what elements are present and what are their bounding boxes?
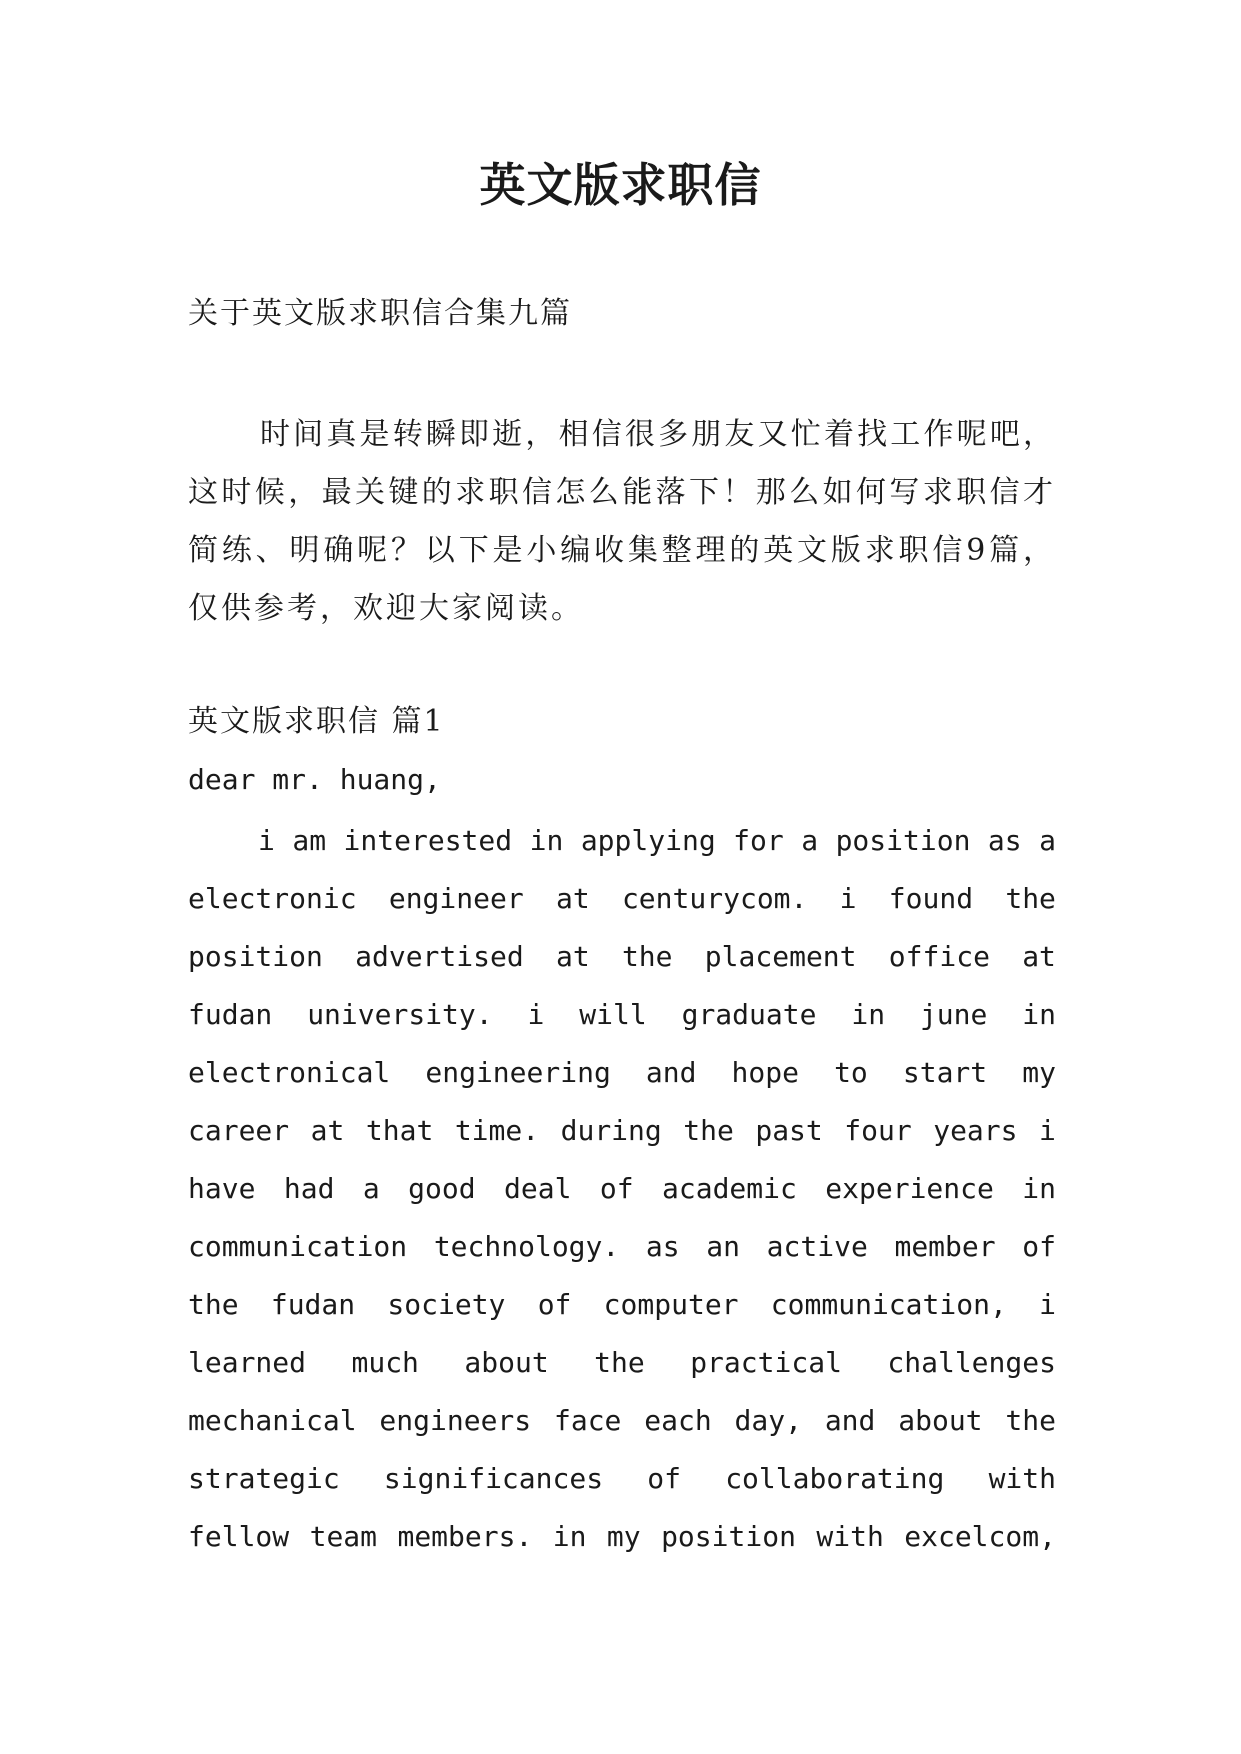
letter-word: learned xyxy=(188,1346,307,1379)
letter-word: practical xyxy=(690,1346,842,1379)
letter-word: have xyxy=(188,1172,256,1205)
letter-word: in xyxy=(529,824,564,857)
letter-word: at xyxy=(310,1114,345,1147)
letter-body-line xyxy=(188,1334,1056,1392)
letter-word: interested xyxy=(343,824,513,857)
letter-word: at xyxy=(555,882,590,915)
letter-word: i xyxy=(1039,1114,1056,1147)
letter-word: of xyxy=(1022,1230,1056,1263)
letter-body-line xyxy=(188,1160,1056,1218)
letter-word: as xyxy=(987,824,1022,857)
letter-word: an xyxy=(706,1230,740,1263)
letter-body-line xyxy=(188,1218,1056,1276)
document-title: 英文版求职信 xyxy=(479,158,762,212)
letter-word: to xyxy=(834,1056,868,1089)
letter-word: the xyxy=(1005,882,1056,915)
letter-word: academic xyxy=(662,1172,797,1205)
letter-word: communication xyxy=(188,1230,408,1263)
letter-word: in xyxy=(1022,1172,1056,1205)
letter-word: fellow xyxy=(188,1520,290,1553)
letter-word: experience xyxy=(825,1172,994,1205)
letter-word: good xyxy=(408,1172,476,1205)
letter-word: office xyxy=(888,940,990,973)
intro-paragraph: 时间真是转瞬即逝，相信很多朋友又忙着找工作呢吧，这时候，最关键的求职信怎么能落下！那么如何写求职信才简练、明确呢？以下是小编收集整理的英文版求职信9篇，仅供参考，欢迎大家阅读。 xyxy=(188,417,1056,626)
letter-word: the xyxy=(1005,1404,1056,1437)
letter-word: in xyxy=(552,1520,587,1553)
letter-word: strategic xyxy=(188,1462,340,1495)
letter-word: placement xyxy=(704,940,857,973)
letter-word: engineer xyxy=(388,882,524,915)
letter-body-line xyxy=(188,812,1056,870)
letter-word: years xyxy=(933,1114,1018,1147)
letter-word: much xyxy=(351,1346,419,1379)
letter-word: i xyxy=(527,998,545,1031)
section-heading: 英文版求职信 篇1 xyxy=(188,704,445,739)
letter-word: fudan xyxy=(188,998,273,1031)
letter-word: am xyxy=(292,824,327,857)
letter-body-line xyxy=(188,1508,1056,1566)
letter-word: during xyxy=(560,1114,662,1147)
letter-word: my xyxy=(1022,1056,1056,1089)
letter-word: of xyxy=(537,1288,572,1321)
letter-word: found xyxy=(888,882,974,915)
letter-word: position xyxy=(661,1520,796,1553)
letter-body-line xyxy=(188,986,1056,1044)
letter-word: as xyxy=(645,1230,680,1263)
letter-word: team xyxy=(309,1520,378,1553)
letter-word: graduate xyxy=(681,998,817,1031)
letter-word: with xyxy=(988,1462,1056,1495)
letter-word: a xyxy=(362,1172,380,1205)
letter-word: university. xyxy=(307,998,493,1031)
letter-body-line xyxy=(188,870,1056,928)
letter-word: june xyxy=(919,998,988,1031)
letter-word: each xyxy=(644,1404,712,1437)
letter-word: at xyxy=(1022,940,1056,973)
letter-salutation: dear mr. huang, xyxy=(188,763,441,796)
letter-body-line xyxy=(188,1450,1056,1508)
letter-word: i xyxy=(258,824,275,857)
letter-word: collaborating xyxy=(725,1462,945,1495)
letter-body-line xyxy=(188,1276,1056,1334)
letter-word: electronical xyxy=(188,1056,391,1089)
letter-word: in xyxy=(851,998,886,1031)
letter-word: active xyxy=(766,1230,868,1263)
letter-word: advertised xyxy=(355,940,524,973)
letter-word: past xyxy=(755,1114,823,1147)
letter-word: in xyxy=(1022,998,1056,1031)
document-subtitle: 关于英文版求职信合集九篇 xyxy=(188,296,572,331)
letter-word: and xyxy=(645,1056,697,1089)
letter-word: electronic xyxy=(188,882,357,915)
letter-word: member xyxy=(894,1230,996,1263)
letter-word: communication, xyxy=(770,1288,1007,1321)
letter-word: had xyxy=(283,1172,335,1205)
letter-word: of xyxy=(647,1462,681,1495)
letter-word: computer xyxy=(603,1288,739,1321)
letter-word: a xyxy=(801,824,819,857)
letter-body-line xyxy=(188,1044,1056,1102)
letter-word: day, xyxy=(734,1404,802,1437)
letter-word: about xyxy=(464,1346,549,1379)
letter-word: engineers xyxy=(379,1404,532,1437)
letter-word: and xyxy=(824,1404,876,1437)
letter-word: about xyxy=(898,1404,983,1437)
letter-word: the xyxy=(188,1288,239,1321)
letter-word: four xyxy=(844,1114,912,1147)
letter-word: face xyxy=(553,1404,622,1437)
letter-word: applying xyxy=(580,824,716,857)
letter-word: technology. xyxy=(433,1230,620,1263)
letter-word: hope xyxy=(731,1056,799,1089)
letter-word: with xyxy=(816,1520,884,1553)
letter-word: society xyxy=(387,1288,506,1321)
letter-word: excelcom, xyxy=(904,1520,1056,1553)
letter-word: at xyxy=(555,940,590,973)
letter-word: the xyxy=(594,1346,645,1379)
letter-word: position xyxy=(835,824,971,857)
letter-word: engineering xyxy=(425,1056,611,1089)
letter-word: of xyxy=(599,1172,634,1205)
letter-word: time. xyxy=(454,1114,540,1147)
letter-word: centurycom. xyxy=(621,882,808,915)
letter-word: challenges xyxy=(887,1346,1056,1379)
letter-word: career xyxy=(188,1114,290,1147)
letter-word: a xyxy=(1039,824,1056,857)
letter-word: will xyxy=(579,998,647,1031)
letter-body-line xyxy=(188,928,1056,986)
letter-word: the xyxy=(621,940,673,973)
letter-word: fudan xyxy=(270,1288,356,1321)
letter-word: i xyxy=(839,882,857,915)
letter-word: that xyxy=(365,1114,434,1147)
letter-word: position xyxy=(188,940,323,973)
letter-word: deal xyxy=(504,1172,572,1205)
letter-word: for xyxy=(733,824,784,857)
letter-word: start xyxy=(902,1056,988,1089)
letter-word: the xyxy=(683,1114,734,1147)
letter-word: members. xyxy=(397,1520,533,1553)
letter-body-line xyxy=(188,1392,1056,1450)
letter-word: i xyxy=(1039,1288,1056,1321)
letter-body xyxy=(188,812,1056,1566)
letter-word: my xyxy=(606,1520,641,1553)
letter-word: mechanical xyxy=(188,1404,357,1437)
letter-body-line xyxy=(188,1102,1056,1160)
letter-word: significances xyxy=(383,1462,604,1495)
